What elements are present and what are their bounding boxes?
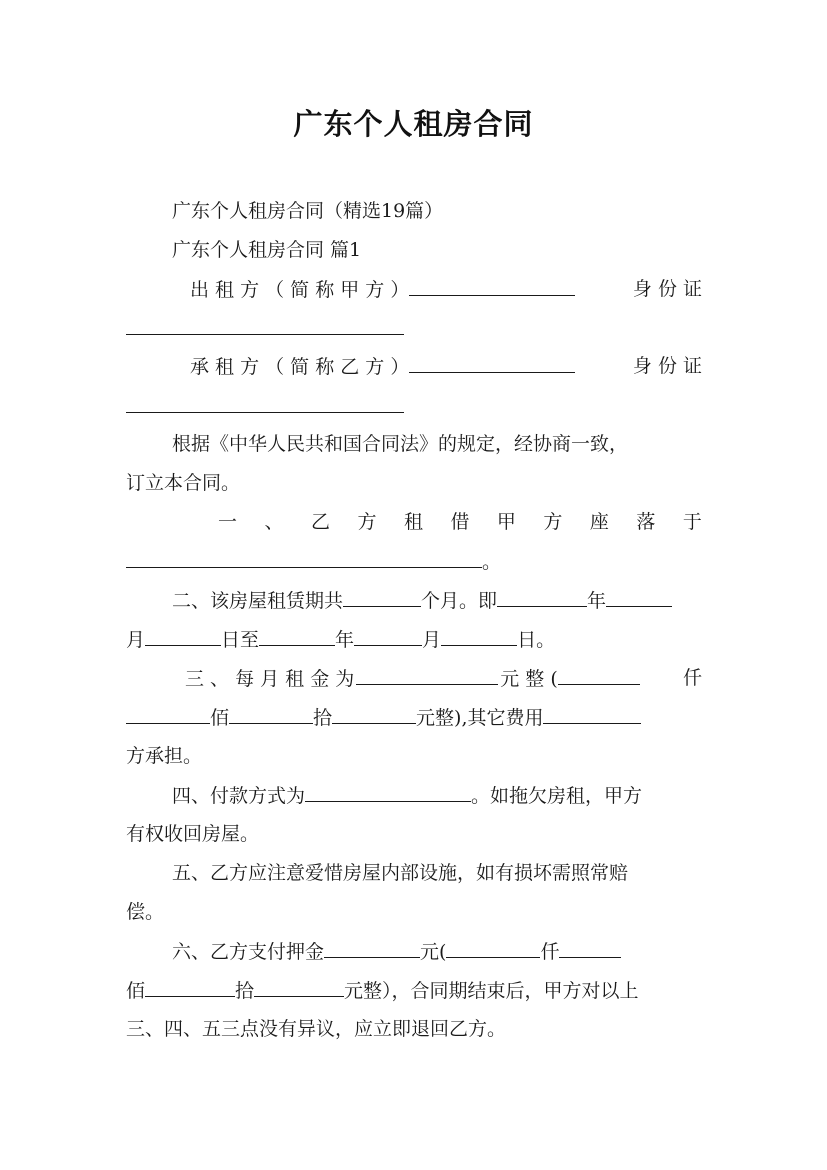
clause-6-yuan-end: 元整），合同期结束后，甲方对以上 [344,980,639,1002]
clause-6-line-2 [126,976,702,1005]
clause-2-day-end: 日。 [517,629,556,651]
clause-3-line-2 [126,703,702,732]
document-title: 广东个人租房合同 [293,107,534,141]
clause-3-prefix: 三 、 每 月 租 金 为 [185,668,355,690]
clause-1-end: 。 [482,551,502,573]
clause-1-char: 租 [403,511,423,533]
clause-1-line-1 [218,508,702,536]
clause-5-line-1: 五、乙方应注意爱惜房屋内部设施，如有损坏需照常赔 [172,862,629,884]
clause-3-qian: 仟 [682,667,702,689]
clause-2-year: 年 [587,590,607,612]
intro-line-1: 根据《中华人民共和国合同法》的规定，经协商一致， [172,433,629,455]
clause-6-shi: 拾 [235,980,255,1002]
clause-1-char: 借 [450,511,470,533]
rent-shi-blank [229,703,313,724]
intro-line-2: 订立本合同。 [126,472,241,494]
clause-6-line-1 [172,937,702,966]
deposit-shi-blank [254,976,344,997]
rent-bai-blank [126,703,210,724]
clause-2-year-2: 年 [335,629,355,651]
section-heading: 广东个人租房合同 篇1 [172,239,362,261]
clause-6-qian: 仟 [540,941,560,963]
lessee-label: 承 租 方 （ 简 称 乙 方 ） [190,356,410,378]
clause-6-bai: 佰 [126,980,146,1002]
clause-4-line-1 [172,781,702,810]
clause-1-char: 方 [543,511,563,533]
lessee-line [190,352,702,381]
clause-2-day-to: 日至 [221,629,260,651]
clause-2-line-2 [126,625,702,654]
clause-2-prefix: 二、该房屋租赁期共 [172,590,344,612]
clause-1-char: 座 [589,511,609,533]
lessor-name-blank [409,275,575,296]
clause-1-char: 方 [357,511,377,533]
clause-1-char: 、 [264,511,284,533]
clause-6-yuan-open: 元( [420,941,447,963]
clause-3-yuan-end: 元整),其它费用 [416,707,544,729]
subtitle: 广东个人租房合同（精选19篇） [172,200,444,222]
lessee-name-blank [409,352,575,373]
lessor-id-blank [126,334,404,335]
clause-6-prefix: 六、乙方支付押金 [172,941,325,963]
lessor-line [190,275,702,304]
clause-1-char: 于 [682,511,702,533]
end-year-blank [259,625,335,646]
end-day-blank [441,625,517,646]
clause-3-line-1 [185,664,702,693]
clause-3-line-3: 方承担。 [126,745,203,767]
clause-3-bai: 佰 [210,707,230,729]
clause-4-suffix: 。如拖欠房租，甲方 [471,785,643,807]
deposit-bai-blank-a [559,937,621,958]
clause-1-char: 一 [218,511,238,533]
other-fees-blank [543,703,641,724]
clause-1-char: 落 [636,511,656,533]
deposit-bai-blank [145,976,235,997]
start-day-blank [145,625,221,646]
clause-4-line-2: 有权收回房屋。 [126,823,260,845]
clause-4-prefix: 四、付款方式为 [172,785,306,807]
clause-2-month-2: 月 [422,629,442,651]
clause-6-line-3: 三、四、五三点没有异议，应立即退回乙方。 [126,1018,507,1040]
clause-3-yuan: 元 整 ( [500,668,558,690]
address-blank [126,547,482,568]
rent-yuan-blank [332,703,416,724]
monthly-rent-blank [356,664,498,685]
clause-3-shi: 拾 [313,707,333,729]
lessee-id-blank [126,412,404,413]
deposit-blank [324,937,420,958]
lessor-id-label: 身 份 证 [632,278,702,300]
clause-2-months: 个月。即 [421,590,498,612]
clause-1-char: 乙 [310,511,330,533]
payment-method-blank [305,781,471,802]
clause-5-line-2: 偿。 [126,901,165,923]
clause-2-line-1 [172,586,702,615]
clause-2-month: 月 [126,629,146,651]
lessor-label: 出 租 方 （ 简 称 甲 方 ） [190,279,410,301]
start-month-blank [606,586,672,607]
lessee-id-label: 身 份 证 [632,355,702,377]
rent-qian-blank [558,664,640,685]
lease-months-blank [343,586,421,607]
deposit-qian-blank [446,937,540,958]
end-month-blank [354,625,422,646]
start-year-blank [497,586,587,607]
clause-1-line-2 [126,547,702,576]
clause-1-char: 甲 [496,511,516,533]
